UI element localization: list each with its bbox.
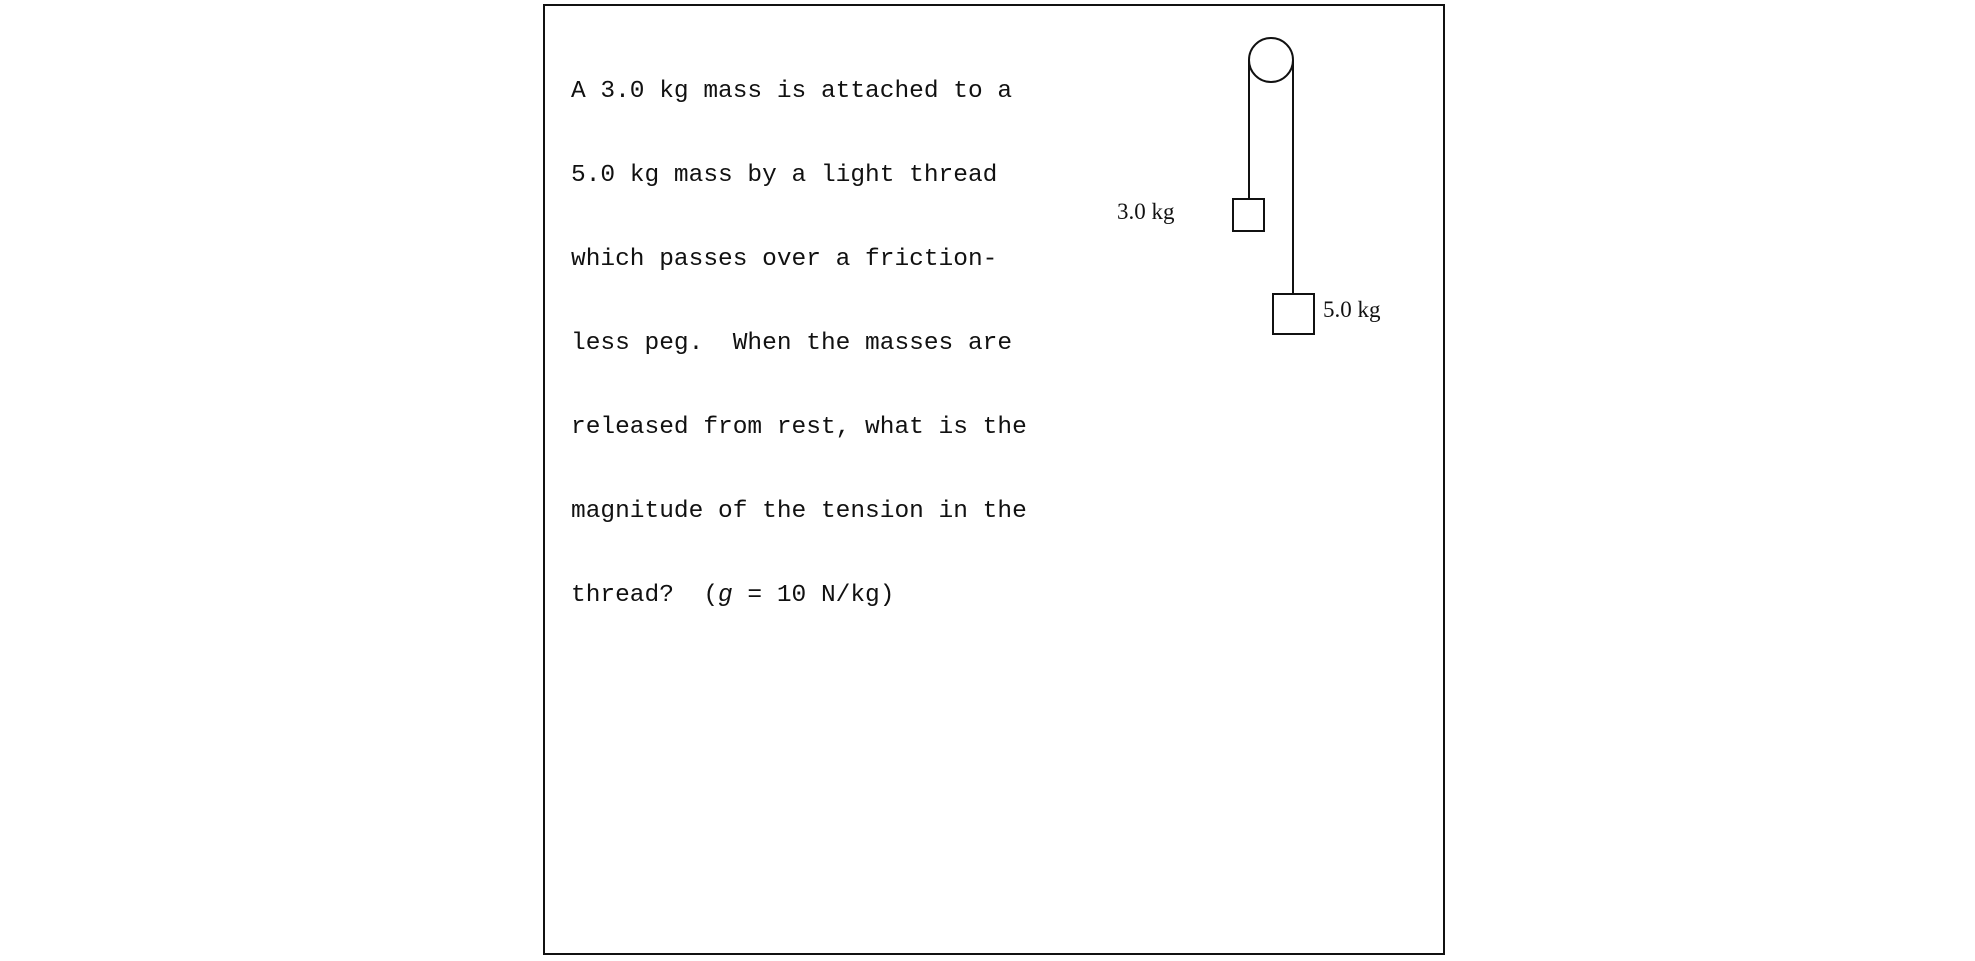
problem-line-3: which passes over a friction- (571, 246, 998, 273)
gravity-variable: g (718, 582, 733, 609)
problem-line-7-prefix: thread? ( (571, 582, 719, 609)
mass-large-block (1273, 294, 1314, 334)
mass-large-label: 5.0 kg (1323, 297, 1381, 322)
problem-line-5: released from rest, what is the (571, 414, 1027, 441)
problem-card (543, 4, 1445, 955)
problem-line-2: 5.0 kg mass by a light thread (571, 162, 998, 189)
mass-small-label: 3.0 kg (1117, 199, 1175, 224)
problem-line-4: less peg. When the masses are (571, 330, 1013, 357)
problem-line-6: magnitude of the tension in the (571, 498, 1027, 525)
problem-line-7-suffix: = 10 N/kg) (732, 582, 895, 609)
peg (1249, 38, 1293, 82)
pulley-diagram (545, 6, 1443, 953)
mass-small-block (1233, 199, 1264, 231)
problem-line-1: A 3.0 kg mass is attached to a (571, 78, 1013, 105)
